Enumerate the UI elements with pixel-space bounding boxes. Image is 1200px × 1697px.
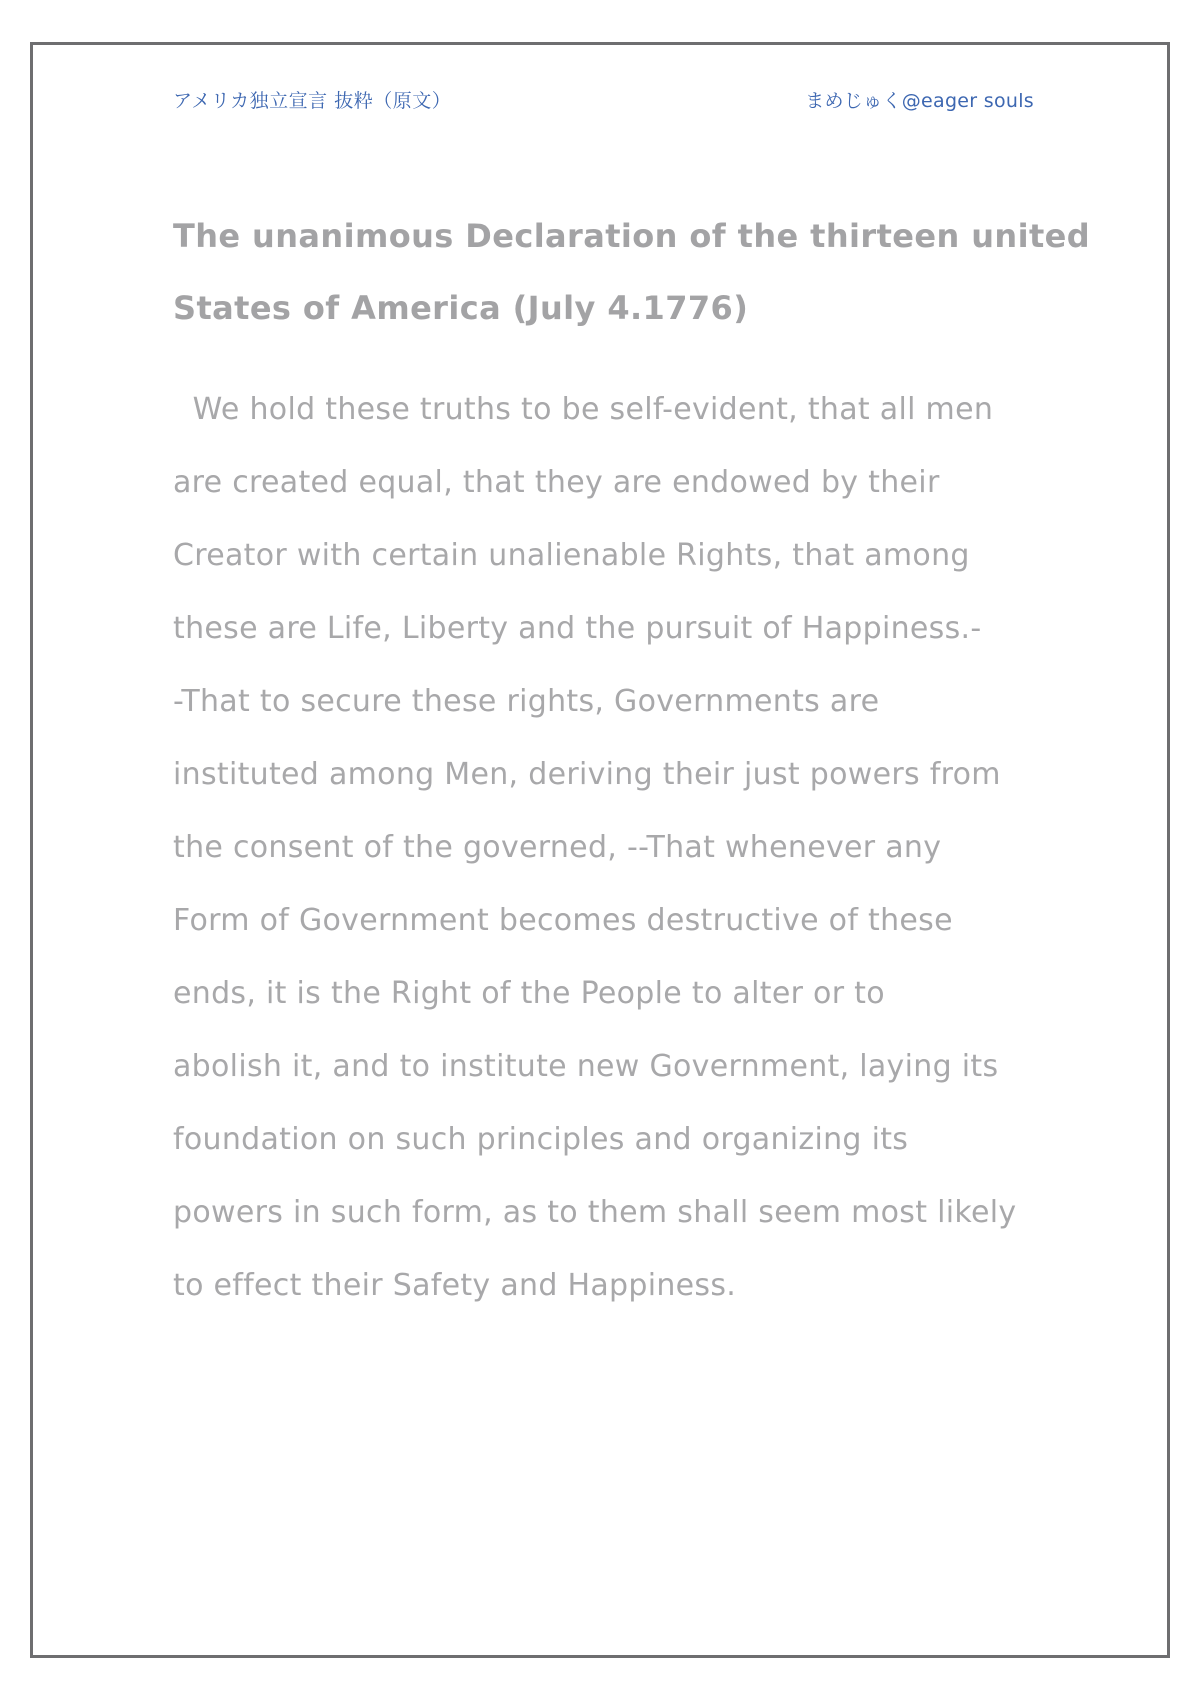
- text-line: foundation on such principles and organizing its: [173, 1122, 909, 1157]
- header-author-label: まめじゅく@eager souls: [805, 90, 1034, 112]
- title-line: States of America (July 4.1776): [173, 289, 749, 327]
- document-title: [173, 200, 1091, 344]
- title-line: The unanimous Declaration of the thirteen united: [173, 217, 1091, 255]
- text-line: instituted among Men, deriving their just powers from: [173, 757, 1001, 792]
- text-line: are created equal, that they are endowed by their: [173, 465, 940, 500]
- text-line: -That to secure these rights, Governments are: [173, 684, 880, 719]
- text-line: Creator with certain unalienable Rights, that among: [173, 538, 970, 573]
- text-line: these are Life, Liberty and the pursuit of Happiness.-: [173, 611, 982, 646]
- text-line: to effect their Safety and Happiness.: [173, 1268, 737, 1303]
- declaration-excerpt: [173, 373, 1053, 1322]
- header-document-label: アメリカ独立宣言 抜粋（原文）: [173, 90, 452, 112]
- text-line: We hold these truths to be self-evident, that all men: [173, 392, 994, 427]
- text-line: ends, it is the Right of the People to alter or to: [173, 976, 885, 1011]
- text-line: powers in such form, as to them shall seem most likely: [173, 1195, 1017, 1230]
- text-line: abolish it, and to institute new Government, laying its: [173, 1049, 999, 1084]
- text-line: the consent of the governed, --That whenever any: [173, 830, 942, 865]
- text-line: Form of Government becomes destructive of these: [173, 903, 953, 938]
